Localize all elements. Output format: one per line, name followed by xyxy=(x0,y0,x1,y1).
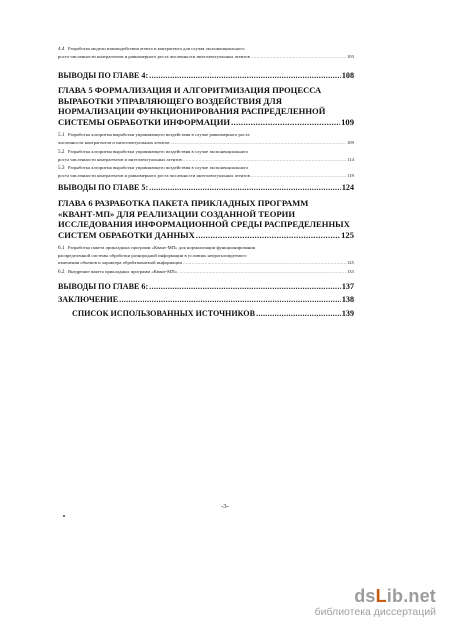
toc-section-number: 4.4 xyxy=(58,46,65,52)
toc-conclusions-chapter-6[interactable] xyxy=(58,282,354,292)
dot-leader xyxy=(231,117,340,128)
toc-entry-text: ВЫВОДЫ ПО ГЛАВЕ 4: xyxy=(58,71,149,80)
toc-entry-text: Разработка алгоритма выработки управляющего воздействия в случае экспоненциального xyxy=(68,149,249,154)
toc-entry-6-2[interactable] xyxy=(58,268,354,276)
toc-section-number: 5.1 xyxy=(58,132,65,138)
chapter-title-line: НОРМАЛИЗАЦИИ ФУНКЦИОНИРОВАНИЯ РАСПРЕДЕЛЕННОЙ xyxy=(58,106,326,117)
dot-leader xyxy=(149,282,341,292)
toc-page-number: 124 xyxy=(341,183,354,192)
scan-speck xyxy=(63,515,65,517)
dot-leader xyxy=(183,259,346,266)
toc-page-number: 125 xyxy=(341,229,354,240)
toc-entry-5-3[interactable] xyxy=(58,164,354,179)
toc-conclusions-chapter-4[interactable] xyxy=(58,71,354,81)
toc-entry-text: распределенной системы обработки разнородной информации в условиях непрогнозируемого xyxy=(58,253,247,259)
toc-page-number: 133 xyxy=(346,269,354,274)
dslib-watermark[interactable] xyxy=(315,586,436,618)
toc-page-number: 103 xyxy=(346,54,354,60)
toc-entry-text: роста численности контрагентов и равномерного роста численности интеллектуальных агентов xyxy=(58,173,250,179)
toc-page-number: 109 xyxy=(341,116,354,127)
toc-chapter-5[interactable] xyxy=(58,85,354,127)
toc-entry-5-1[interactable] xyxy=(58,131,354,146)
chapter-title-line: ИССЛЕДОВАНИЯ ИНФОРМАЦИОННОЙ СРЕДЫ РАСПРЕДЕЛЕННЫХ xyxy=(58,219,350,230)
toc-conclusions-chapter-5[interactable] xyxy=(58,183,354,193)
toc-entry-text: ВЫВОДЫ ПО ГЛАВЕ 6: xyxy=(58,282,149,291)
toc-page-number: 119 xyxy=(347,173,354,179)
toc-entry-text: ЗАКЛЮЧЕНИЕ xyxy=(58,295,119,304)
toc-entry-text: Внедрение пакета прикладных программ «Квант-МП» xyxy=(68,269,178,274)
dot-leader xyxy=(170,139,345,146)
chapter-title-line: СИСТЕМ ОБРАБОТКИ ДАННЫХ xyxy=(58,229,195,240)
dot-leader xyxy=(251,172,346,179)
dot-leader xyxy=(178,268,346,275)
toc-section-number: 5.3 xyxy=(58,165,65,171)
dot-leader xyxy=(183,156,346,163)
chapter-title-line: ГЛАВА 6 РАЗРАБОТКА ПАКЕТА ПРИКЛАДНЫХ ПРОГРАММ xyxy=(58,198,309,208)
dot-leader xyxy=(149,71,341,81)
toc-entry-text: численности контрагентов и интеллектуальных агентов xyxy=(58,140,170,146)
dslib-subtitle: библиотека диссертаций xyxy=(314,606,436,618)
toc-entry-text: роста численности контрагентов и интеллектуальных агентов xyxy=(58,157,182,163)
toc-page-number: 137 xyxy=(341,282,354,291)
toc-page-number: 139 xyxy=(341,309,354,318)
toc-page-number: 138 xyxy=(341,295,354,304)
dot-leader xyxy=(196,230,340,241)
dslib-logo: dsLib.net xyxy=(354,586,436,606)
toc-entry-text: СПИСОК ИСПОЛЬЗОВАННЫХ ИСТОЧНИКОВ xyxy=(72,309,255,318)
toc-section-number: 5.2 xyxy=(58,149,65,155)
chapter-title-line: «КВАНТ-МП» ДЛЯ РЕАЛИЗАЦИИ СОЗДАННОЙ ТЕОРИИ xyxy=(58,208,296,219)
dot-leader xyxy=(149,183,341,193)
chapter-title-line: ГЛАВА 5 ФОРМАЛИЗАЦИЯ И АЛГОРИТМИЗАЦИЯ ПРОЦЕССА xyxy=(58,85,322,95)
toc-entry-5-2[interactable] xyxy=(58,148,354,163)
toc-entry-4-4[interactable] xyxy=(58,45,354,60)
toc-references[interactable] xyxy=(72,309,354,319)
dot-leader xyxy=(251,53,346,60)
dot-leader xyxy=(256,309,341,319)
toc-page-number: 114 xyxy=(347,157,354,163)
toc-entry-text: Разработка пакета прикладных программ «Квант-МП» для нормализации функционирования xyxy=(68,245,256,250)
toc-entry-text: Разработка алгоритма выработки управляющего воздействия в случае равномерного роста xyxy=(68,132,250,137)
toc-page-number: 109 xyxy=(346,140,354,146)
dot-leader xyxy=(119,295,341,305)
toc-entry-text: изменения объемов и характера обрабатываемой информации xyxy=(58,260,182,266)
page-number: -3- xyxy=(221,503,229,510)
toc-entry-text: роста численности контрагентов и равномерного роста численности интеллектуальных агентов xyxy=(58,54,250,60)
chapter-title-line: СИСТЕМЫ ОБРАБОТКИ ИНФОРМАЦИИ xyxy=(58,116,231,127)
toc-chapter-6[interactable] xyxy=(58,198,354,240)
toc-entry-6-1[interactable] xyxy=(58,244,354,267)
toc-page-number: 108 xyxy=(341,71,354,80)
toc-section-number: 6.1 xyxy=(58,245,65,251)
toc-entry-text: Разработка алгоритма выработки управляющего воздействия в случае экспоненциального xyxy=(68,165,249,170)
toc-section-number: 6.2 xyxy=(58,269,65,275)
toc-page-number: 125 xyxy=(346,260,354,266)
chapter-title-line: ВЫРАБОТКИ УПРАВЛЯЮЩЕГО ВОЗДЕЙСТВИЯ ДЛЯ xyxy=(58,95,282,106)
toc-entry-text: Разработка модели взаимодействия агента и контрагента для случая экспоненциального xyxy=(68,46,245,51)
toc-entry-text: ВЫВОДЫ ПО ГЛАВЕ 5: xyxy=(58,183,149,192)
toc-conclusion[interactable] xyxy=(58,295,354,305)
